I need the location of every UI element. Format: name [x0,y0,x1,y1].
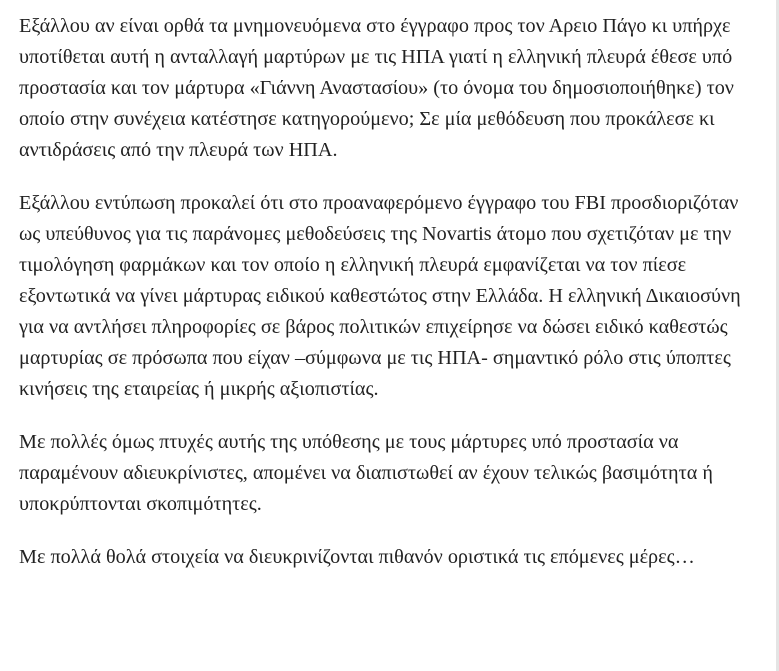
paragraph-witness-exchange: Εξάλλου αν είναι ορθά τα μνημονευόμενα στο έγγραφο προς τον Αρειο Πάγο κι υπήρχε υποτίθεται αυτή η ανταλλαγή μαρτύρων με τις ΗΠΑ γιατί η ελληνική πλευρά έθεσε υπό προστασία και τον μάρτυρα «Γιάννη Αναστασίου» (το όνομα του δημοσιοποιήθηκε) τον οποίο στην συνέχεια κατέστησε κατηγορούμενο; Σε μία μεθόδευση που προκάλεσε κι αντιδράσεις από την πλευρά των ΗΠΑ. [19,15,734,161]
paragraph-unclarified-aspects: Με πολλές όμως πτυχές αυτής της υπόθεσης με τους μάρτυρες υπό προστασία να παραμένουν αδιευκρίνιστες, απομένει να διαπιστωθεί αν έχουν τελικώς βασιμότητα ή υποκρύπτονται σκοπιμότητες. [19,431,713,515]
paragraph-fbi-document: Εξάλλου εντύπωση προκαλεί ότι στο προαναφερόμενο έγγραφο του FBI προσδιοριζόταν ως υπεύθυνος για τις παράνομες μεθοδεύσεις της Novartis άτομο που σχετιζόταν με την τιμολόγηση φαρμάκων και τον οποίο η ελληνική πλευρά εμφανίζεται να τον πίεσε εξοντωτικά να γίνει μάρτυρας ειδικού καθεστώτος στην Ελλάδα. Η ελληνική Δικαιοσύνη για να αντλήσει πληροφορίες σε βάρος πολιτικών επιχείρησε να δώσει ειδικό καθεστώς μαρτυρίας σε πρόσωπα που είχαν –σύμφωνα με τις ΗΠΑ- σημαντικό ρόλο στις ύποπτες κινήσεις της εταιρείας ή μικρής αξιοπιστίας. [19,192,741,400]
article-body [19,11,759,595]
paragraph-closing: Με πολλά θολά στοιχεία να διευκρινίζονται πιθανόν οριστικά τις επόμενες μέρες… [19,546,695,568]
